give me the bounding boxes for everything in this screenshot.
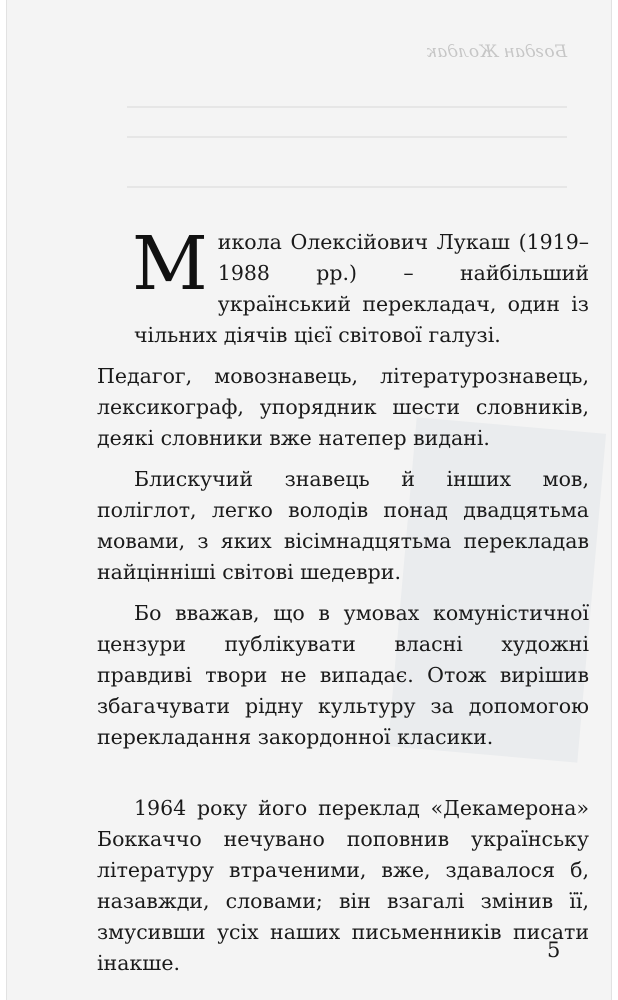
paragraph-4 xyxy=(97,598,589,753)
book-page xyxy=(6,0,612,1000)
paragraph-5 xyxy=(97,793,589,979)
bleed-through-line xyxy=(127,186,567,188)
body-text xyxy=(97,221,589,979)
drop-cap: М xyxy=(132,221,208,307)
paragraph-intro xyxy=(97,221,589,351)
paragraph-2 xyxy=(97,361,589,454)
paragraph-4-text: Бо вважав, що в умовах комуністичної цензури публікувати власні художні правдиві твори не випадає. Отож вирішив збагачувати рідну культуру за допомогою перекладання закордонної класики. xyxy=(97,601,589,749)
paragraph-2-text: Педагог, мовознавець, літературознавець, лексикограф, упорядник шести словників, деякі словники вже натепер видані. xyxy=(97,364,589,450)
bleed-through-line xyxy=(127,136,567,138)
page-number: 5 xyxy=(547,938,561,962)
paragraph-1-text: икола Олексійович Лукаш (1919–1988 рр.) – найбільший український перекладач, один із чільних діячів цієї світової галузі. xyxy=(134,230,589,347)
bleed-through-author: Богдан Жолдак xyxy=(427,42,568,62)
paragraph-5-text: 1964 року його переклад «Декамерона» Боккаччо нечувано поповнив українську літературу втраченими, вже, здавалося б, назавжди, словами; він взагалі змінив її, змусивши усіх наших письменників писати інакше. xyxy=(97,796,589,975)
bleed-through-line xyxy=(127,106,567,108)
paragraph-3 xyxy=(97,464,589,588)
paragraph-3-text: Блискучий знавець й інших мов, поліглот, легко володів понад двадцятьма мовами, з яких вісімнадцятьма перекладав найцінніші світові шедеври. xyxy=(97,467,589,584)
